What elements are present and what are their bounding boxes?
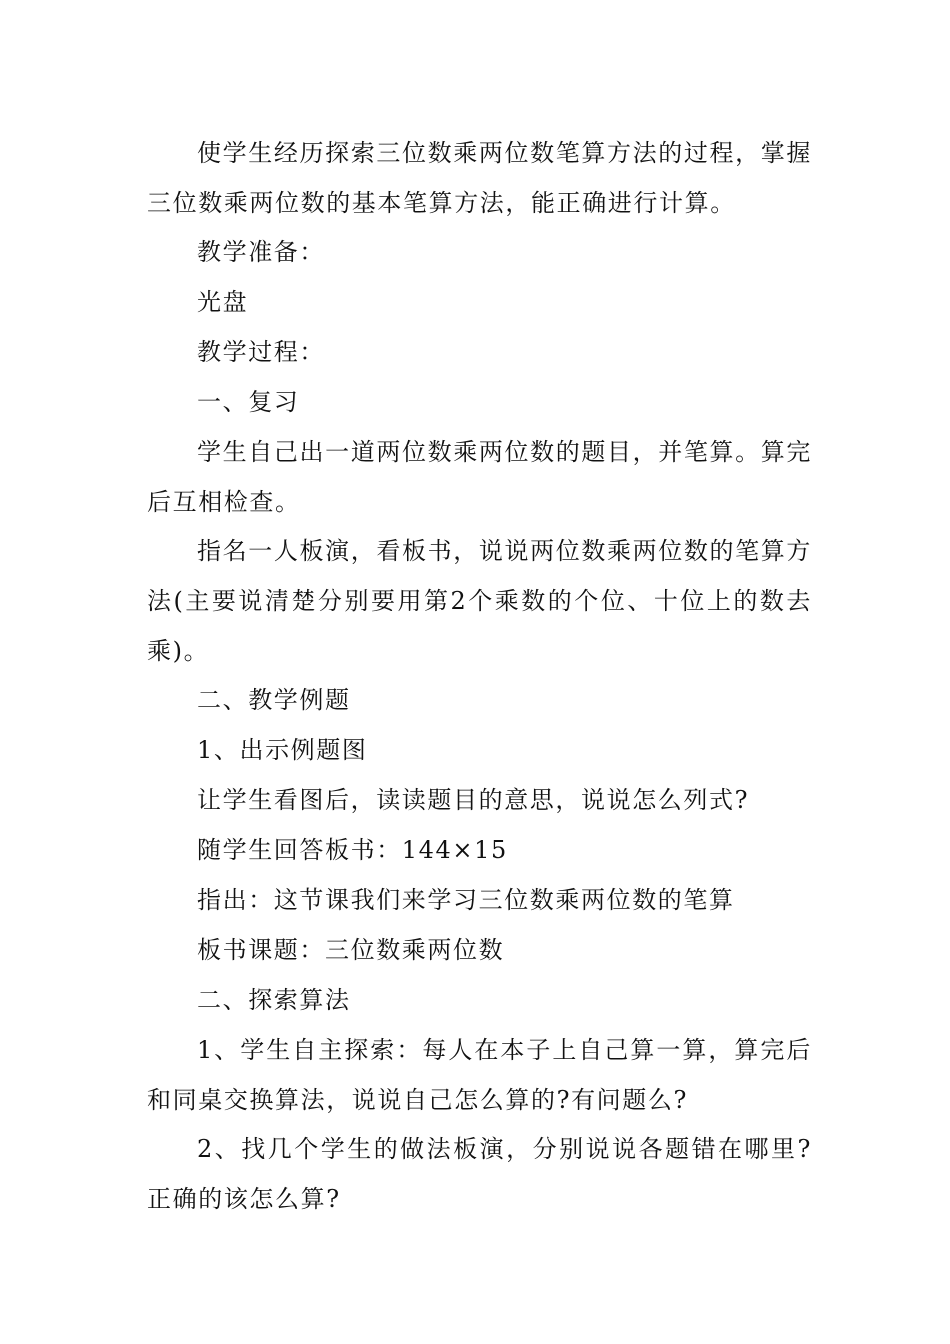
paragraph-self-explore: 1、学生自主探索：每人在本子上自己算一算，算完后和同桌交换算法，说说自己怎么算的?有问题么? bbox=[147, 1036, 812, 1114]
heading-review: 一、复习 bbox=[197, 388, 300, 416]
paragraph-review-task: 学生自己出一道两位数乘两位数的题目，并笔算。算完后互相检查。 bbox=[147, 438, 812, 516]
paragraph-board-demo: 指名一人板演，看板书，说说两位数乘两位数的笔算方法(主要说清楚分别要用第2个乘数的个位、十位上的数去乘)。 bbox=[147, 537, 812, 665]
paragraph-point-out: 指出：这节课我们来学习三位数乘两位数的笔算 bbox=[197, 886, 735, 914]
paragraph-objective: 使学生经历探索三位数乘两位数笔算方法的过程，掌握三位数乘两位数的基本笔算方法，能正确进行计算。 bbox=[147, 139, 812, 217]
paragraph-board-expression: 随学生回答板书：144×15 bbox=[197, 836, 508, 864]
paragraph-read-problem: 让学生看图后，读读题目的意思，说说怎么列式? bbox=[197, 786, 750, 814]
heading-process: 教学过程： bbox=[197, 338, 325, 366]
paragraph-materials: 光盘 bbox=[197, 288, 249, 316]
heading-preparation: 教学准备： bbox=[197, 238, 325, 266]
paragraph-lesson-title: 板书课题：三位数乘两位数 bbox=[197, 936, 505, 964]
heading-example: 二、教学例题 bbox=[197, 686, 351, 714]
paragraph-error-analysis: 2、找几个学生的做法板演，分别说说各题错在哪里?正确的该怎么算? bbox=[147, 1135, 812, 1213]
paragraph-show-figure: 1、出示例题图 bbox=[197, 736, 368, 764]
heading-explore: 二、探索算法 bbox=[197, 986, 351, 1014]
